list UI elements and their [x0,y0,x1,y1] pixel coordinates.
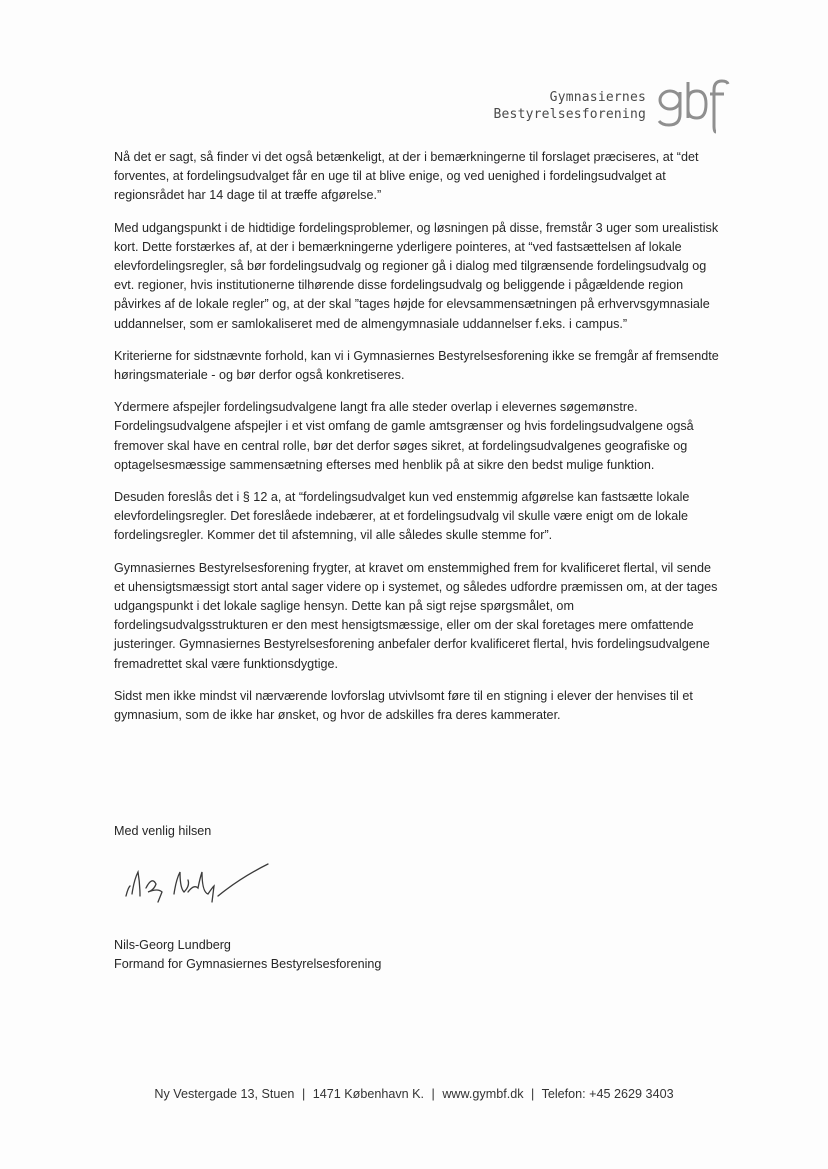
footer-address: Ny Vestergade 13, Stuen [154,1087,295,1101]
org-name-line2: Bestyrelsesforening [493,107,646,122]
org-name-line1: Gymnasiernes [549,90,646,105]
body-paragraph: Desuden foreslås det i § 12 a, at “fordelingsudvalget kun ved enstemmig afgørelse kan fastsætte lokale elevfordelingsregler. Det foreslåede indebærer, at et fordelingsudvalg vil skulle være enigt om de lokale fordelingsregler. Kommer det til afstemning, vil alle således skulle stemme for”. [114,490,690,543]
footer-separator: | [531,1087,535,1101]
body-paragraph: Med udgangspunkt i de hidtidige fordelingsproblemer, og løsningen på disse, fremstår 3 uger som urealistisk kort. Dette forstærkes af, at der i bemærkningerne yderligere pointeres, at “ved fastsættelsen af lokale elevfordelingsregler, så bør fordelingsudvalg og regioner gå i dialog med tilgrænsende fordelingsudvalg og evt. regioner, hvis institutionerne tilhørende disse fordelingsudvalg og beliggende i pågældende region påvirkes af de lokale regler” og, at der skal ”tages højde for elevsammensætningen på erhvervsgymnasiale uddannelser, som er samlokaliseret med de almengymnasiale uddannelser f.eks. i campus.” [114,220,719,331]
body-paragraph: Nå det er sagt, så finder vi det også betænkeligt, at der i bemærkningerne til forslaget præciseres, at “det forventes, at fordelingsudvalget får en uge til at blive enige, og ved uenighed i fordelingsudvalget at regionsrådet har 14 dage til at træffe afgørelse.” [114,150,699,203]
body-paragraph: Ydermere afspejler fordelingsudvalgene langt fra alle steder overlap i elevernes søgemønstre. Fordelingsudvalgene afspejler i et vist omfang de gamle amtsgrænser og hvis fordelingsudvalgene også fremover skal have en central rolle, bør det derfor søges sikret, at fordelingsudvalgenes geografiske og optagelsesmæssige sammensætning efterses med henblik på at sikre den bedst mulige funktion. [114,400,694,472]
organization-name [493,89,646,123]
signer-block [114,936,381,974]
handwritten-signature [118,858,278,908]
body-paragraph: Sidst men ikke mindst vil nærværende lovforslag utvivlsomt føre til en stigning i elever der henvises til et gymnasium, som de ikke har ønsket, og hvor de adskilles fra deres kammerater. [114,688,693,723]
footer [0,1087,828,1101]
footer-separator: | [431,1087,435,1101]
signer-title: Formand for Gymnasiernes Bestyrelsesforening [114,957,382,971]
footer-phone: Telefon: +45 2629 3403 [541,1087,674,1101]
letterhead [493,78,730,134]
body-paragraph: Kriterierne for sidstnævnte forhold, kan vi i Gymnasiernes Bestyrelsesforening ikke se fremgår af fremsendte høringsmateriale - og bør derfor også konkretiseres. [114,348,719,383]
closing-greeting: Med venlig hilsen [114,824,212,838]
footer-separator: | [301,1087,306,1101]
signer-name: Nils-Georg Lundberg [114,938,231,952]
footer-postal: 1471 København K. [312,1087,425,1101]
body-paragraph: Gymnasiernes Bestyrelsesforening frygter, at kravet om enstemmighed frem for kvalificeret flertal, vil sende et uhensigtsmæssigt stort antal sager videre op i systemet, og således udfordre præmissen om, at der tages udgangspunkt i det lokale saglige hensyn. Dette kan på sigt rejse spørgsmålet, om fordelingsudvalgsstrukturen er den mest hensigtsmæssige, eller om der skal foretages mere omfattende justeringer. Gymnasiernes Bestyrelsesforening anbefaler derfor kvalificeret flertal, hvis fordelingsudvalgene fremadrettet skal være funktionsdygtige. [114,560,718,671]
gbf-logo-icon [656,78,730,134]
footer-website-link[interactable]: www.gymbf.dk [442,1087,524,1101]
letter-body [114,148,720,738]
